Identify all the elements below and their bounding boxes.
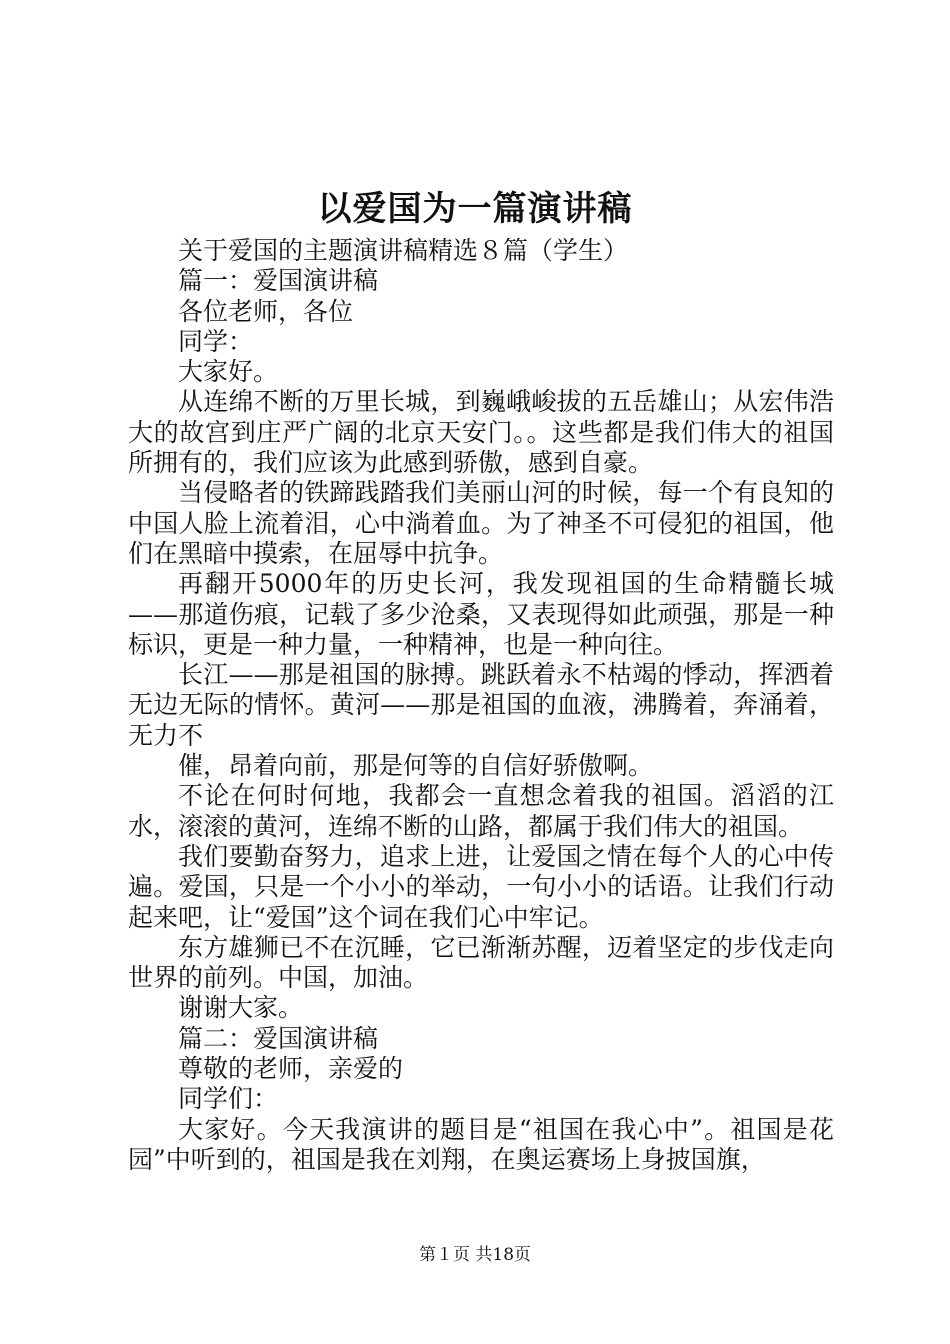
paragraph: 长江——那是祖国的脉搏。跳跃着永不枯竭的悸动，挥洒着无边无际的情怀。黄河——那是祖国的血液，沸腾着，奔涌着，无力不 [128,660,834,750]
paragraph: 当侵略者的铁蹄践踏我们美丽山河的时候，每一个有良知的中国人脸上流着泪，心中淌着血。为了神圣不可侵犯的祖国，他们在黑暗中摸索，在屈辱中抗争。 [128,478,834,568]
paragraph: 同学： [178,326,254,356]
paragraph: 不论在何时何地，我都会一直想念着我的祖国。滔滔的江水，滚滚的黄河，连绵不断的山路，都属于我们伟大的祖国。 [128,781,834,841]
document-title: 以爱国为一篇演讲稿 [317,189,633,229]
paragraph: 东方雄狮已不在沉睡，它已渐渐苏醒，迈着坚定的步伐走向世界的前列。中国，加油。 [128,932,834,993]
paragraph: 同学们： [178,1084,279,1114]
paragraph: 我们要勤奋努力，追求上进，让爱国之情在每个人的心中传遍。爱国，只是一个小小的举动，一句小小的话语。让我们行动起来吧，让“爱国”这个词在我们心中牢记。 [128,841,834,932]
page-number-footer: 第１页 共18页 [418,1245,532,1265]
paragraph: 谢谢大家。 [178,993,304,1023]
paragraph: 关于爱国的主题演讲稿精选８篇（学生） [178,236,629,265]
paragraph: 大家好。 [178,357,279,387]
section-heading: 篇一：爱国演讲稿 [178,266,379,296]
section-heading: 篇二：爱国演讲稿 [178,1023,379,1053]
paragraph: 催，昂着向前，那是何等的自信好骄傲啊。 [178,751,654,781]
paragraph: 各位老师，各位 [178,296,354,326]
paragraph: 再翻开5000年的历史长河，我发现祖国的生命精髓长城——那道伤痕，记载了多少沧桑，又表现得如此顽强，那是一种标识，更是一种力量，一种精神，也是一种向往。 [128,569,834,659]
paragraph: 从连绵不断的万里长城，到巍峨峻拔的五岳雄山；从宏伟浩大的故宫到庄严广阔的北京天安门。。这些都是我们伟大的祖国所拥有的，我们应该为此感到骄傲，感到自豪。 [128,387,834,478]
paragraph: 尊敬的老师，亲爱的 [178,1054,404,1084]
document-body [128,236,834,1175]
paragraph: 大家好。今天我演讲的题目是“祖国在我心中”。祖国是花园”中听到的，祖国是我在刘翔，在奥运赛场上身披国旗， [128,1114,834,1174]
